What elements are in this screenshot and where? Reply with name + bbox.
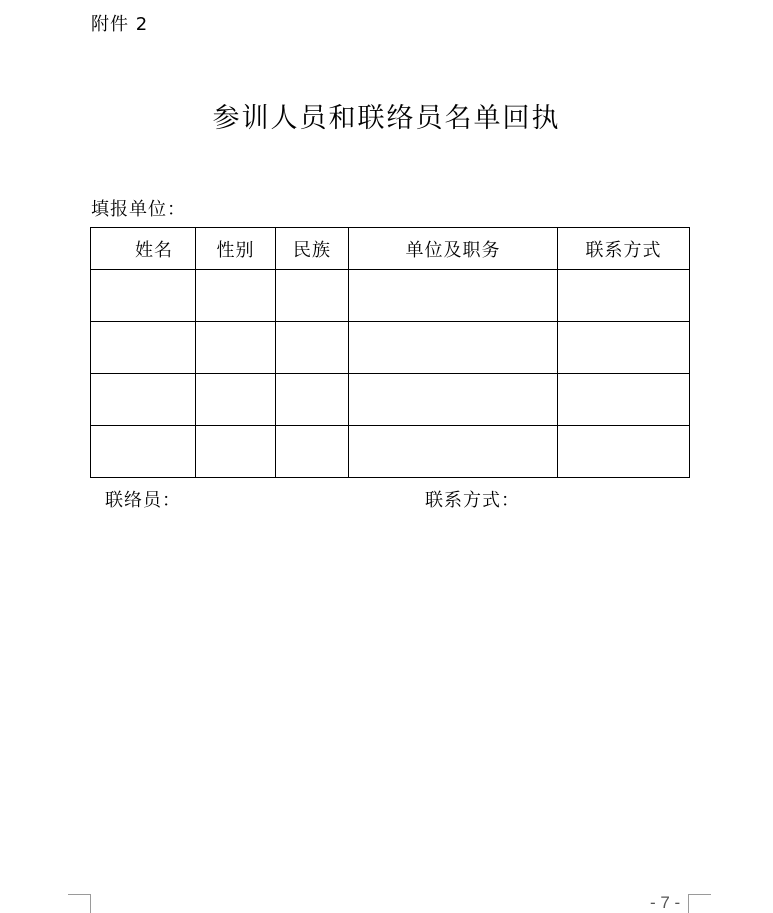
table-row xyxy=(91,322,690,374)
table-row xyxy=(91,270,690,322)
table-cell xyxy=(276,426,349,478)
table-cell xyxy=(91,322,196,374)
page-number: - 7 - xyxy=(650,893,681,912)
header-unit-position: 单位及职务 xyxy=(349,228,558,270)
table-row xyxy=(91,374,690,426)
page-corner-mark-right xyxy=(688,894,711,913)
header-gender: 性别 xyxy=(196,228,276,270)
table-cell xyxy=(276,374,349,426)
document-title: 参训人员和联络员名单回执 xyxy=(212,103,561,134)
table-cell xyxy=(349,374,558,426)
table-cell xyxy=(558,322,690,374)
attendee-roster-table xyxy=(90,227,690,478)
table-cell xyxy=(196,426,276,478)
table-cell xyxy=(349,322,558,374)
table-cell xyxy=(349,270,558,322)
table-cell xyxy=(91,270,196,322)
header-ethnicity: 民族 xyxy=(276,228,349,270)
header-name: 姓名 xyxy=(91,228,196,270)
table-row xyxy=(91,426,690,478)
table-cell xyxy=(91,426,196,478)
table-header-row xyxy=(91,228,690,270)
attachment-label: 附件 2 xyxy=(91,14,149,35)
table-cell xyxy=(196,322,276,374)
table-cell xyxy=(558,270,690,322)
header-contact: 联系方式 xyxy=(558,228,690,270)
reporting-unit-label: 填报单位： xyxy=(91,199,186,220)
table-cell xyxy=(91,374,196,426)
table-cell xyxy=(349,426,558,478)
liaison-label: 联络员： xyxy=(105,490,181,511)
table-cell xyxy=(558,374,690,426)
table-cell xyxy=(196,374,276,426)
table-cell xyxy=(276,270,349,322)
contact-label: 联系方式： xyxy=(425,490,520,511)
page-corner-mark-left xyxy=(68,894,91,913)
table-cell xyxy=(196,270,276,322)
table-cell xyxy=(276,322,349,374)
table-cell xyxy=(558,426,690,478)
